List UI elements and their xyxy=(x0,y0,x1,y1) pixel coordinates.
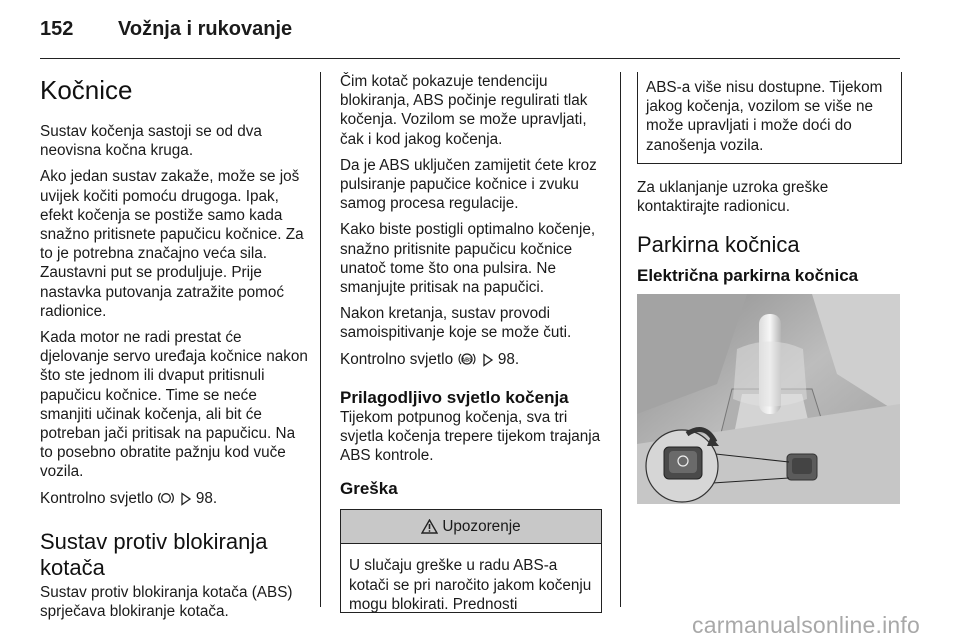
subsection-title-fault: Greška xyxy=(340,479,398,499)
parking-brake-photo xyxy=(637,294,900,504)
column-2 xyxy=(340,72,602,613)
subsection-title-electric-parking-brake: Električna parkirna kočnica xyxy=(637,266,859,286)
header-divider xyxy=(40,58,900,59)
lamp-reference xyxy=(340,350,602,372)
paragraph: Kako biste postigli optimalno kočenje, snažno pritisnite papučicu kočnice unatoč tome što ona pulsira. Ne smanjujte pritisak na papučici. xyxy=(340,221,596,297)
section-title-abs: Sustav protiv blokiranja kotača xyxy=(40,528,268,580)
page-reference[interactable]: 98. xyxy=(195,489,218,507)
section-title-parking-brake: Parkirna kočnica xyxy=(637,232,800,258)
svg-text:ABS: ABS xyxy=(461,356,474,363)
column-3 xyxy=(637,72,902,504)
paragraph: Čim kotač pokazuje tendenciju blokiranja, ABS počinje regulirati tlak kočenja. Vozilom se može upravljati, čak i kod jakog kočenja. xyxy=(340,73,588,148)
column-1 xyxy=(40,72,310,621)
page-reference-arrow-icon xyxy=(180,492,192,511)
paragraph: Sustav kočenja sastoji se od dva neovisna kočna kruga. xyxy=(40,123,262,160)
warning-header xyxy=(341,510,601,544)
lamp-reference-label: Kontrolno svjetlo xyxy=(40,489,154,507)
paragraph: Tijekom potpunog kočenja, sva tri svjetla kočenja trepere tijekom trajanja ABS kontrole. xyxy=(340,408,601,465)
abs-warning-icon xyxy=(457,351,477,372)
paragraph: Ako jedan sustav zakaže, može se još uvijek kočiti pomoću drugoga. Ipak, efekt kočenja se postiže samo kada snažno pritisnete papučicu kočnice. Za to je potrebna značajno veća sila. Zaustavni put se produljuje. Prije nastavka putovanja zatražite pomoć radionice. xyxy=(40,168,304,320)
paragraph: Nakon kretanja, sustav provodi samoispitivanje koje se može čuti. xyxy=(340,305,572,342)
chapter-title: Vožnja i rukovanje xyxy=(118,18,293,40)
brake-warning-icon xyxy=(157,490,175,511)
warning-box xyxy=(340,509,602,613)
paragraph: Sustav protiv blokiranja kotača (ABS) sprječava blokiranje kotača. xyxy=(40,583,293,621)
warning-triangle-icon xyxy=(421,519,438,534)
warning-box-continued: ABS-a više nisu dostupne. Tijekom jakog kočenja, vozilom se više ne može upravljati i može doći do zanošenja vozila. xyxy=(637,72,902,164)
lamp-reference-label: Kontrolno svjetlo xyxy=(340,350,454,368)
watermark: carmanualsonline.info xyxy=(692,612,920,638)
page-number: 152 xyxy=(40,18,74,40)
section-title-brakes: Kočnice xyxy=(40,75,133,105)
lamp-reference xyxy=(40,489,310,511)
warning-text: U slučaju greške u radu ABS-a kotači se pri naročito jakom kočenju mogu blokirati. Prednosti xyxy=(349,557,592,613)
page-header xyxy=(40,18,292,48)
subsection-title-adaptive-brake-light: Prilagodljivo svjetlo kočenja xyxy=(340,387,569,407)
paragraph: Kada motor ne radi prestat će djelovanje servo uređaja kočnice nakon što ste jednom ili dvaput pritisnuli papučicu kočnice. Time se neće smanjiti učinak kočenja, ali bit će potreban jači pritisak na papučicu. Na to posebno obratite pažnju kod vuče vozila. xyxy=(40,329,308,481)
page-reference-arrow-icon xyxy=(482,353,494,372)
page-reference[interactable]: 98. xyxy=(497,350,520,368)
column-divider xyxy=(620,72,621,607)
paragraph: Za uklanjanje uzroka greške kontaktirajte radionicu. xyxy=(637,179,829,216)
warning-label: Upozorenje xyxy=(442,518,521,536)
column-divider xyxy=(320,72,321,607)
paragraph: Da je ABS uključen zamijetit ćete kroz pulsiranje papučice kočnice i zvuku samog procesa regulacije. xyxy=(340,156,597,213)
